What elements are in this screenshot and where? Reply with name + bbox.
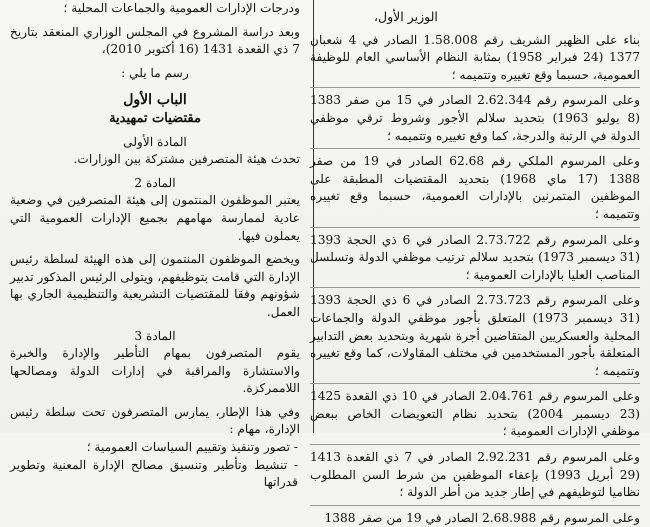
article-2-paragraph: ويخضع الموظفون المنتمون إلى هذه الهيئة لسلطة رئيس الإدارة التي قامت بتوظيفهم، ويتولى الرئيس المذكور تدبير شؤونهم وفقا للمقتضيات التشريعية والتنظيمية الجاري بها العمل. (10, 252, 300, 319)
visa-item: وعلى المرسوم رقم 2.68.988 الصادر في 19 من صفر 1388 (324, 510, 640, 525)
item-separator (310, 148, 640, 149)
article-2-title: المادة 2 (134, 175, 176, 190)
visa-item: بناء على الظهير الشريف رقم 1.58.008 الصادر في 4 شعبان 1377 (24 فبراير 1958) بمثابة النظام الأساسي العام للوظيفة العمومية، حسبما وقع تغييره وتتميمه ؛ (310, 32, 640, 82)
visa-item: وعلى المرسوم رقم 2.73.723 الصادر في 6 ذي الحجة 1393 (31 ديسمبر 1973) المتعلق بأجور موظفي الدولة والجماعات المحلية والعسكريين المتقاضين أجرة شهرية وبتحديد بعض التدابير المتعلقة بأجور المستخدمين في مختلف المقاولات، كما وقع تغييره وتتميمه ؛ (310, 293, 640, 378)
article-3-paragraph: يقوم المتصرفون بمهام التأطير والإدارة والخبرة والاستشارة والمراقبة في إدارات الدولة ومصالحها اللاممركزة. (10, 346, 300, 396)
chapter-title: الباب الأول (123, 92, 187, 109)
article-1-title: المادة الأولى (123, 134, 187, 149)
item-separator (310, 383, 640, 384)
visa-item: وعلى المرسوم رقم 2.04.761 الصادر في 10 ذي القعدة 1425 (23 ديسمبر 2004) بتحديد نظام التعويضات الخاص ببعض موظفي الإدارات العمومية ؛ (310, 389, 641, 439)
item-separator (310, 505, 640, 506)
left-column (10, 0, 300, 490)
visa-item: وعلى المرسوم رقم 2.73.722 الصادر في 6 ذي الحجة 1393 (31 ديسمبر 1973) بتحديد سلالم ترتيب موظفي الدولة وتسلسل المناصب العليا بالإدارات العمومية ؛ (310, 232, 640, 282)
continued-line: ودرجات الإدارات العمومية والجماعات المحلية ؛ (63, 1, 300, 15)
article-3-paragraph: وفي هذا الإطار، يمارس المتصرفون تحت سلطة رئيس الإدارة، مهام : (10, 404, 300, 437)
bullet-item: - تنشيط وتأطير وتنسيق مصالح الإدارة المعنية وتطوير قدراتها (10, 457, 298, 490)
article-1-text: تحدث هيئة المتصرفين مشتركة بين الوزارات. (73, 152, 300, 167)
right-column (310, 0, 641, 525)
item-separator (310, 87, 640, 88)
chapter-subtitle: مقتضيات تمهيدية (109, 110, 201, 126)
article-3-title: المادة 3 (134, 328, 176, 343)
council-line: وبعد دراسة المشروع في المجلس الوزاري المنعقد بتاريخ 7 ذي القعدة 1431 (16 أكتوبر 2010)، (10, 24, 300, 57)
visa-item: وعلى المرسوم رقم 2.92.231 الصادر في 7 ذي القعدة 1413 (29 أبريل 1993) بإعفاء الموظفين من شرط السن المطلوب نظاميا لتوظيفهم في إطار جديد من أطر الدولة ؛ (310, 450, 640, 500)
item-separator (310, 287, 640, 288)
minister-heading: الوزير الأول، (374, 9, 438, 24)
decree-line: رسم ما يلي : (121, 65, 189, 80)
bullet-item: - تصور وتنفيذ وتقييم السياسات العمومية ؛ (86, 440, 298, 455)
visa-item: وعلى المرسوم رقم 2.62.344 الصادر في 15 من صفر 1383 (8 يوليو 1963) بتحديد سلالم الأجور وشروط ترقي موظفي الدولة في الرتبة والدرجة، كما وقع تغييره وتتميمه ؛ (310, 93, 640, 143)
visa-item: وعلى المرسوم الملكي رقم 62.68 الصادر في 19 من صفر 1388 (17 ماي 1968) بتحديد المقتضيات المطبقة على الموظفين المتمرنين بالإدارات العمومية، حسبما وقع تغييره وتتميمه ؛ (310, 154, 641, 221)
item-separator (310, 227, 640, 228)
article-2-paragraph: يعتبر الموظفون المنتمون إلى هيئة المتصرفين في وضعية عادية لممارسة مهامهم بجميع الإدارات العمومية التي يعملون فيها. (10, 193, 300, 243)
item-separator (310, 444, 640, 445)
